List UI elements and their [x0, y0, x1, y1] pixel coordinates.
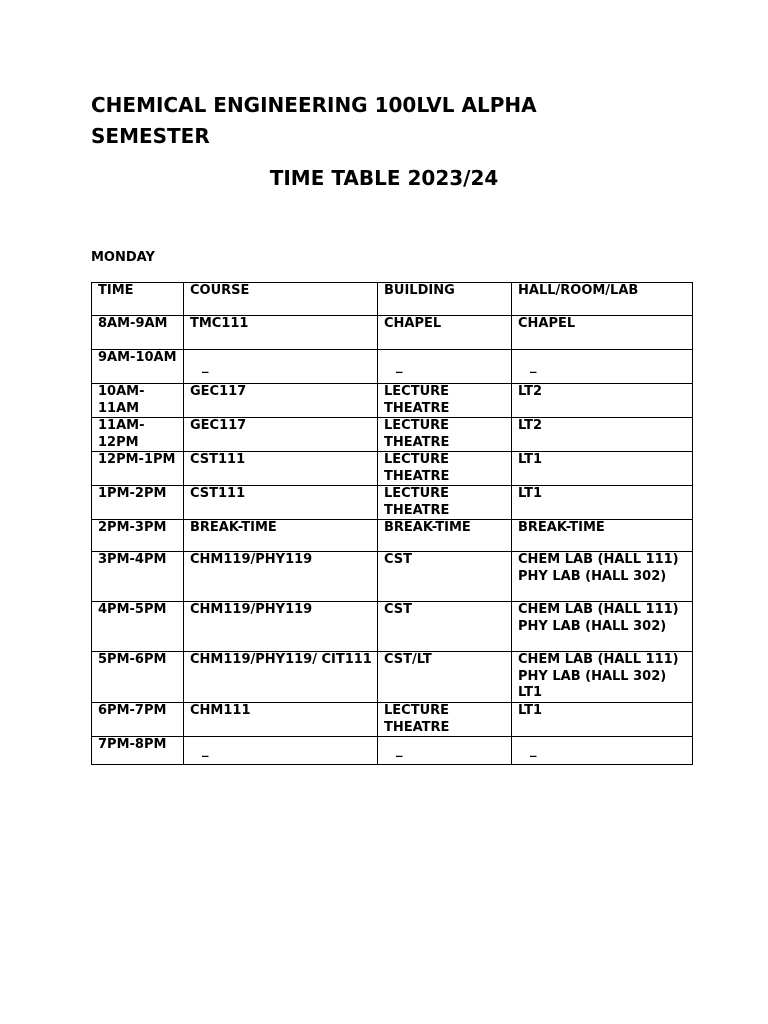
cell-building: LECTURE THEATRE — [378, 384, 512, 418]
cell-time: 11AM-12PM — [92, 418, 184, 452]
cell-time: 10AM-11AM — [92, 384, 184, 418]
empty-dash: _ — [202, 742, 209, 758]
cell-course: BREAK-TIME — [184, 520, 378, 552]
table-row — [92, 737, 693, 765]
header-hall: HALL/ROOM/LAB — [512, 283, 693, 316]
header-time: TIME — [92, 283, 184, 316]
table-row — [92, 452, 693, 486]
cell-time: 8AM-9AM — [92, 316, 184, 350]
table-row — [92, 384, 693, 418]
table-row — [92, 486, 693, 520]
cell-building: LECTURE THEATRE — [378, 486, 512, 520]
cell-building: CST — [378, 602, 512, 652]
cell-course: CHM111 — [184, 703, 378, 737]
cell-time: 12PM-1PM — [92, 452, 184, 486]
cell-time: 6PM-7PM — [92, 703, 184, 737]
cell-hall: LT1 — [512, 486, 693, 520]
cell-time: 1PM-2PM — [92, 486, 184, 520]
document-subtitle: TIME TABLE 2023/24 — [269, 166, 499, 190]
cell-building — [378, 737, 512, 765]
cell-time: 3PM-4PM — [92, 552, 184, 602]
table-row — [92, 418, 693, 452]
header-row — [92, 283, 693, 316]
cell-time: 7PM-8PM — [92, 737, 184, 765]
cell-hall: CHEM LAB (HALL 111) PHY LAB (HALL 302) — [512, 602, 693, 652]
timetable — [91, 282, 693, 765]
table-row — [92, 520, 693, 552]
cell-course: TMC111 — [184, 316, 378, 350]
cell-course: CHM119/PHY119 — [184, 602, 378, 652]
cell-course: GEC117 — [184, 418, 378, 452]
empty-dash: _ — [396, 358, 403, 374]
cell-building: BREAK-TIME — [378, 520, 512, 552]
table-row — [92, 652, 693, 703]
cell-hall: LT2 — [512, 418, 693, 452]
cell-building: CST/LT — [378, 652, 512, 703]
cell-time: 5PM-6PM — [92, 652, 184, 703]
cell-course: CHM119/PHY119/ CIT111 — [184, 652, 378, 703]
empty-dash: _ — [202, 358, 209, 374]
cell-course: CST111 — [184, 486, 378, 520]
table-row — [92, 703, 693, 737]
cell-course: GEC117 — [184, 384, 378, 418]
cell-building: CHAPEL — [378, 316, 512, 350]
empty-dash: _ — [530, 742, 537, 758]
cell-hall: LT2 — [512, 384, 693, 418]
cell-hall: BREAK-TIME — [512, 520, 693, 552]
cell-course — [184, 737, 378, 765]
day-label: MONDAY — [91, 250, 155, 265]
timetable-body — [92, 283, 693, 765]
table-row — [92, 350, 693, 384]
cell-time: 9AM-10AM — [92, 350, 184, 384]
cell-building: CST — [378, 552, 512, 602]
table-row — [92, 602, 693, 652]
table-row — [92, 552, 693, 602]
cell-course: CHM119/PHY119 — [184, 552, 378, 602]
cell-hall: LT1 — [512, 703, 693, 737]
cell-building: LECTURE THEATRE — [378, 452, 512, 486]
cell-hall: LT1 — [512, 452, 693, 486]
cell-hall: CHEM LAB (HALL 111) PHY LAB (HALL 302) — [512, 552, 693, 602]
cell-hall — [512, 737, 693, 765]
cell-building: LECTURE THEATRE — [378, 703, 512, 737]
cell-time: 2PM-3PM — [92, 520, 184, 552]
cell-hall: CHEM LAB (HALL 111) PHY LAB (HALL 302) LT1 — [512, 652, 693, 703]
header-building: BUILDING — [378, 283, 512, 316]
table-row — [92, 316, 693, 350]
cell-building — [378, 350, 512, 384]
cell-course — [184, 350, 378, 384]
empty-dash: _ — [530, 358, 537, 374]
cell-hall — [512, 350, 693, 384]
cell-building: LECTURE THEATRE — [378, 418, 512, 452]
cell-time: 4PM-5PM — [92, 602, 184, 652]
document-title: CHEMICAL ENGINEERING 100LVL ALPHA SEMESTER — [91, 93, 537, 148]
empty-dash: _ — [396, 742, 403, 758]
header-course: COURSE — [184, 283, 378, 316]
cell-hall: CHAPEL — [512, 316, 693, 350]
cell-course: CST111 — [184, 452, 378, 486]
